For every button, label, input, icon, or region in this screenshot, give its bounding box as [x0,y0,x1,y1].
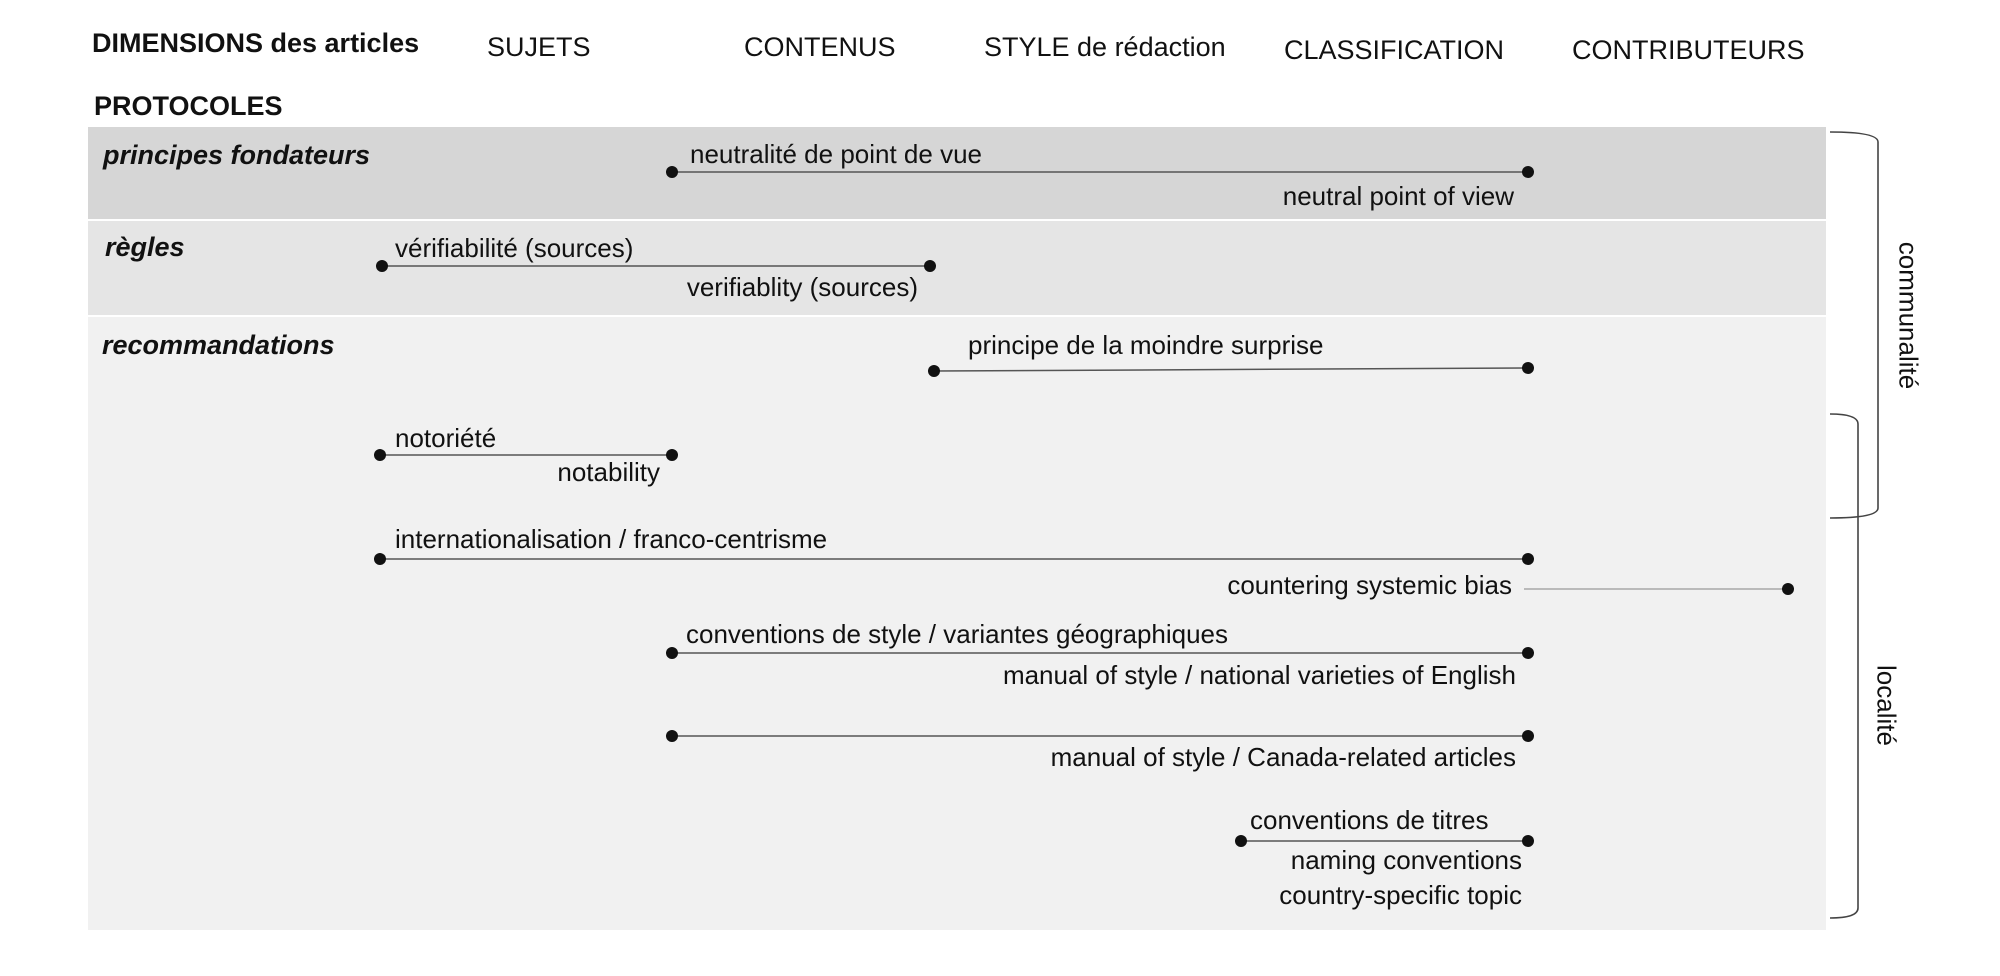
label-style-fr: conventions de style / variantes géographiques [686,619,1229,649]
category-regles: règles [105,232,185,262]
bracket-communaute [1830,132,1878,518]
dot-npov-end [1522,166,1534,178]
dot-verif-end [924,260,936,272]
dot-notoriete-start [374,449,386,461]
category-recommandations: recommandations [102,330,335,360]
dot-canada-start [666,730,678,742]
label-titres-fr: conventions de titres [1250,805,1489,835]
dot-style-end [1522,647,1534,659]
label-intl-fr: internationalisation / franco-centrisme [395,524,828,554]
dimensions-title: DIMENSIONS des articles [92,28,420,58]
label-bias-en: countering systemic bias [1227,570,1512,600]
label-notability-en: notability [557,457,660,487]
label-naming-en: naming conventions [1290,845,1522,875]
dot-bias-end [1782,583,1794,595]
dot-surprise-end [1522,362,1534,374]
dot-intl-start [374,553,386,565]
column-style: STYLE de rédaction [984,32,1226,62]
label-country-en: country-specific topic [1279,880,1522,910]
dot-titres-end [1522,835,1534,847]
bracket-label-communaute: communalité [1893,241,1924,390]
line-surprise [934,368,1528,371]
dot-verif-start [376,260,388,272]
label-canada-en: manual of style / Canada-related articles [1050,742,1516,772]
column-classification: CLASSIFICATION [1284,35,1505,65]
label-verif-en: verifiablity (sources) [686,272,918,302]
column-contributeurs: CONTRIBUTEURS [1572,35,1805,65]
category-principes: principes fondateurs [103,140,371,170]
label-verif-fr: vérifiabilité (sources) [395,233,634,263]
label-npov-en: neutral point of view [1282,181,1514,211]
dot-canada-end [1522,730,1534,742]
dot-notoriete-end [666,449,678,461]
label-style-en: manual of style / national varieties of English [1002,660,1516,690]
protocoles-title: PROTOCOLES [94,91,283,121]
bracket-localite [1830,414,1858,918]
dot-intl-end [1522,553,1534,565]
dot-npov-start [666,166,678,178]
column-contenus: CONTENUS [744,32,896,62]
dot-style-start [666,647,678,659]
bracket-label-localite: localité [1871,665,1902,746]
label-npov-fr: neutralité de point de vue [690,139,982,169]
label-surprise-fr: principe de la moindre surprise [968,330,1324,360]
dot-titres-start [1235,835,1247,847]
label-notoriete-fr: notoriété [395,423,497,453]
dot-surprise-start [928,365,940,377]
column-sujets: SUJETS [487,32,591,62]
